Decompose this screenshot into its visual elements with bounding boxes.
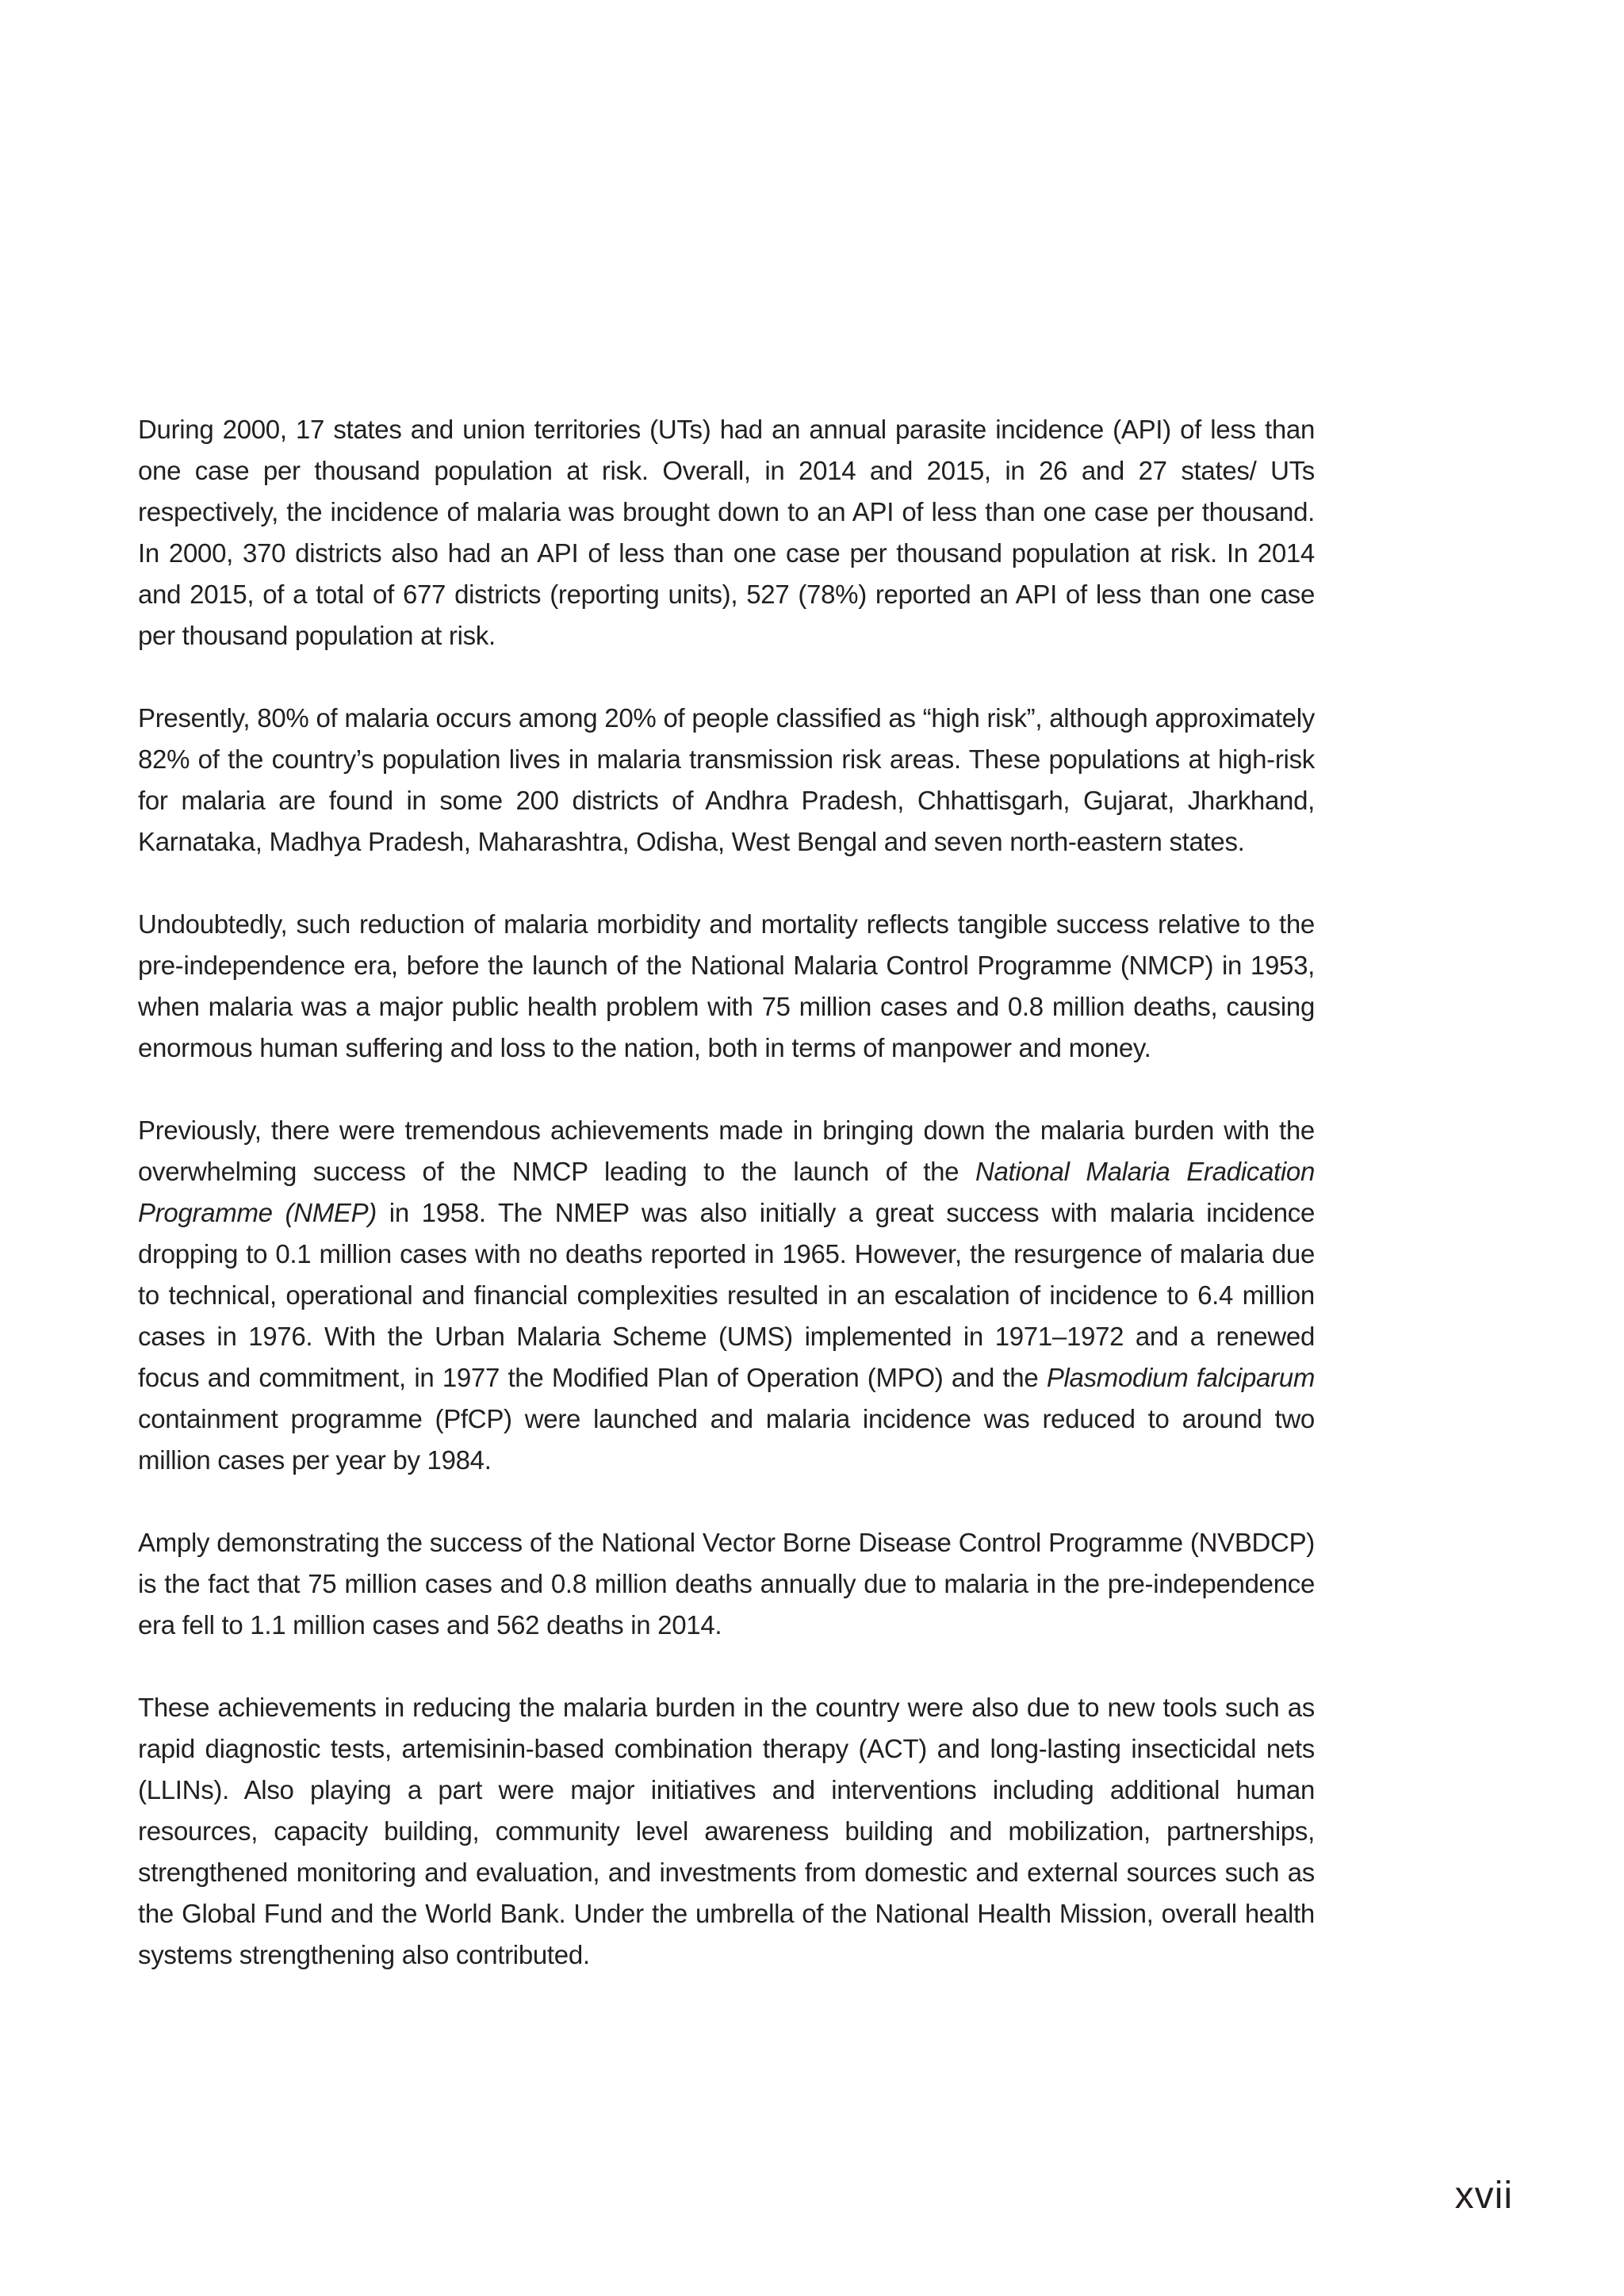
paragraph-4-text-c: containment programme (PfCP) were launched and malaria incidence was reduced to around two million cases per year by 1984.	[138, 1404, 1315, 1475]
paragraph-2-text: Presently, 80% of malaria occurs among 20% of people classified as “high risk”, although approximately 82% of the country’s population lives in malaria transmission risk areas. These populations at high-risk for malaria are found in some 200 districts of Andhra Pradesh, Chhattisgarh, Gujarat, Jharkhand, Karnataka, Madhya Pradesh, Maharashtra, Odisha, West Bengal and seven north-eastern states.	[138, 703, 1315, 856]
paragraph-1	[138, 409, 1315, 656]
page-number: xvii	[1454, 2175, 1513, 2217]
paragraph-4-text-a: Previously, there were tremendous achievements made in bringing down the malaria burden with the overwhelming success of the NMCP leading to the launch of the	[138, 1115, 1315, 1186]
paragraph-4-text-b: in 1958. The NMEP was also initially a great success with malaria incidence dropping to 0.1 million cases with no deaths reported in 1965. However, the resurgence of malaria due to technical, operational and financial complexities resulted in an escalation of incidence to 6.4 million cases in 1976. With the Urban Malaria Scheme (UMS) implemented in 1971–1972 and a renewed focus and commitment, in 1977 the Modified Plan of Operation (MPO) and the	[138, 1198, 1315, 1392]
paragraph-3-text: Undoubtedly, such reduction of malaria morbidity and mortality reflects tangible success relative to the pre-independence era, before the launch of the National Malaria Control Programme (NMCP) in 1953, when malaria was a major public health problem with 75 million cases and 0.8 million deaths, causing enormous human suffering and loss to the nation, both in terms of manpower and money.	[138, 909, 1315, 1062]
body-text	[138, 409, 1315, 2017]
paragraph-4-nmep-italic: National Malaria Eradication Programme (NMEP)	[138, 1157, 1316, 1227]
paragraph-2	[138, 698, 1315, 863]
paragraph-6	[138, 1687, 1315, 1976]
paragraph-1-text: During 2000, 17 states and union territories (UTs) had an annual parasite incidence (API) of less than one case per thousand population at risk. Overall, in 2014 and 2015, in 26 and 27 states/ UTs respectively, the incidence of malaria was brought down to an API of less than one case per thousand. In 2000, 370 districts also had an API of less than one case per thousand population at risk. In 2014 and 2015, of a total of 677 districts (reporting units), 527 (78%) reported an API of less than one case per thousand population at risk.	[138, 415, 1315, 650]
paragraph-5-text: Amply demonstrating the success of the National Vector Borne Disease Control Programme (NVBDCP) is the fact that 75 million cases and 0.8 million deaths annually due to malaria in the pre-independence era fell to 1.1 million cases and 562 deaths in 2014.	[138, 1528, 1315, 1640]
paragraph-4	[138, 1110, 1315, 1481]
paragraph-5	[138, 1522, 1315, 1646]
paragraph-6-text: These achievements in reducing the malaria burden in the country were also due to new tools such as rapid diagnostic tests, artemisinin-based combination therapy (ACT) and long-lasting insecticidal nets (LLINs). Also playing a part were major initiatives and interventions including additional human resources, capacity building, community level awareness building and mobilization, partnerships, strengthened monitoring and evaluation, and investments from domestic and external sources such as the Global Fund and the World Bank. Under the umbrella of the National Health Mission, overall health systems strengthening also contributed.	[138, 1693, 1315, 1969]
paragraph-4-plasmodium-italic: Plasmodium falciparum	[1046, 1363, 1316, 1392]
paragraph-3	[138, 904, 1315, 1069]
